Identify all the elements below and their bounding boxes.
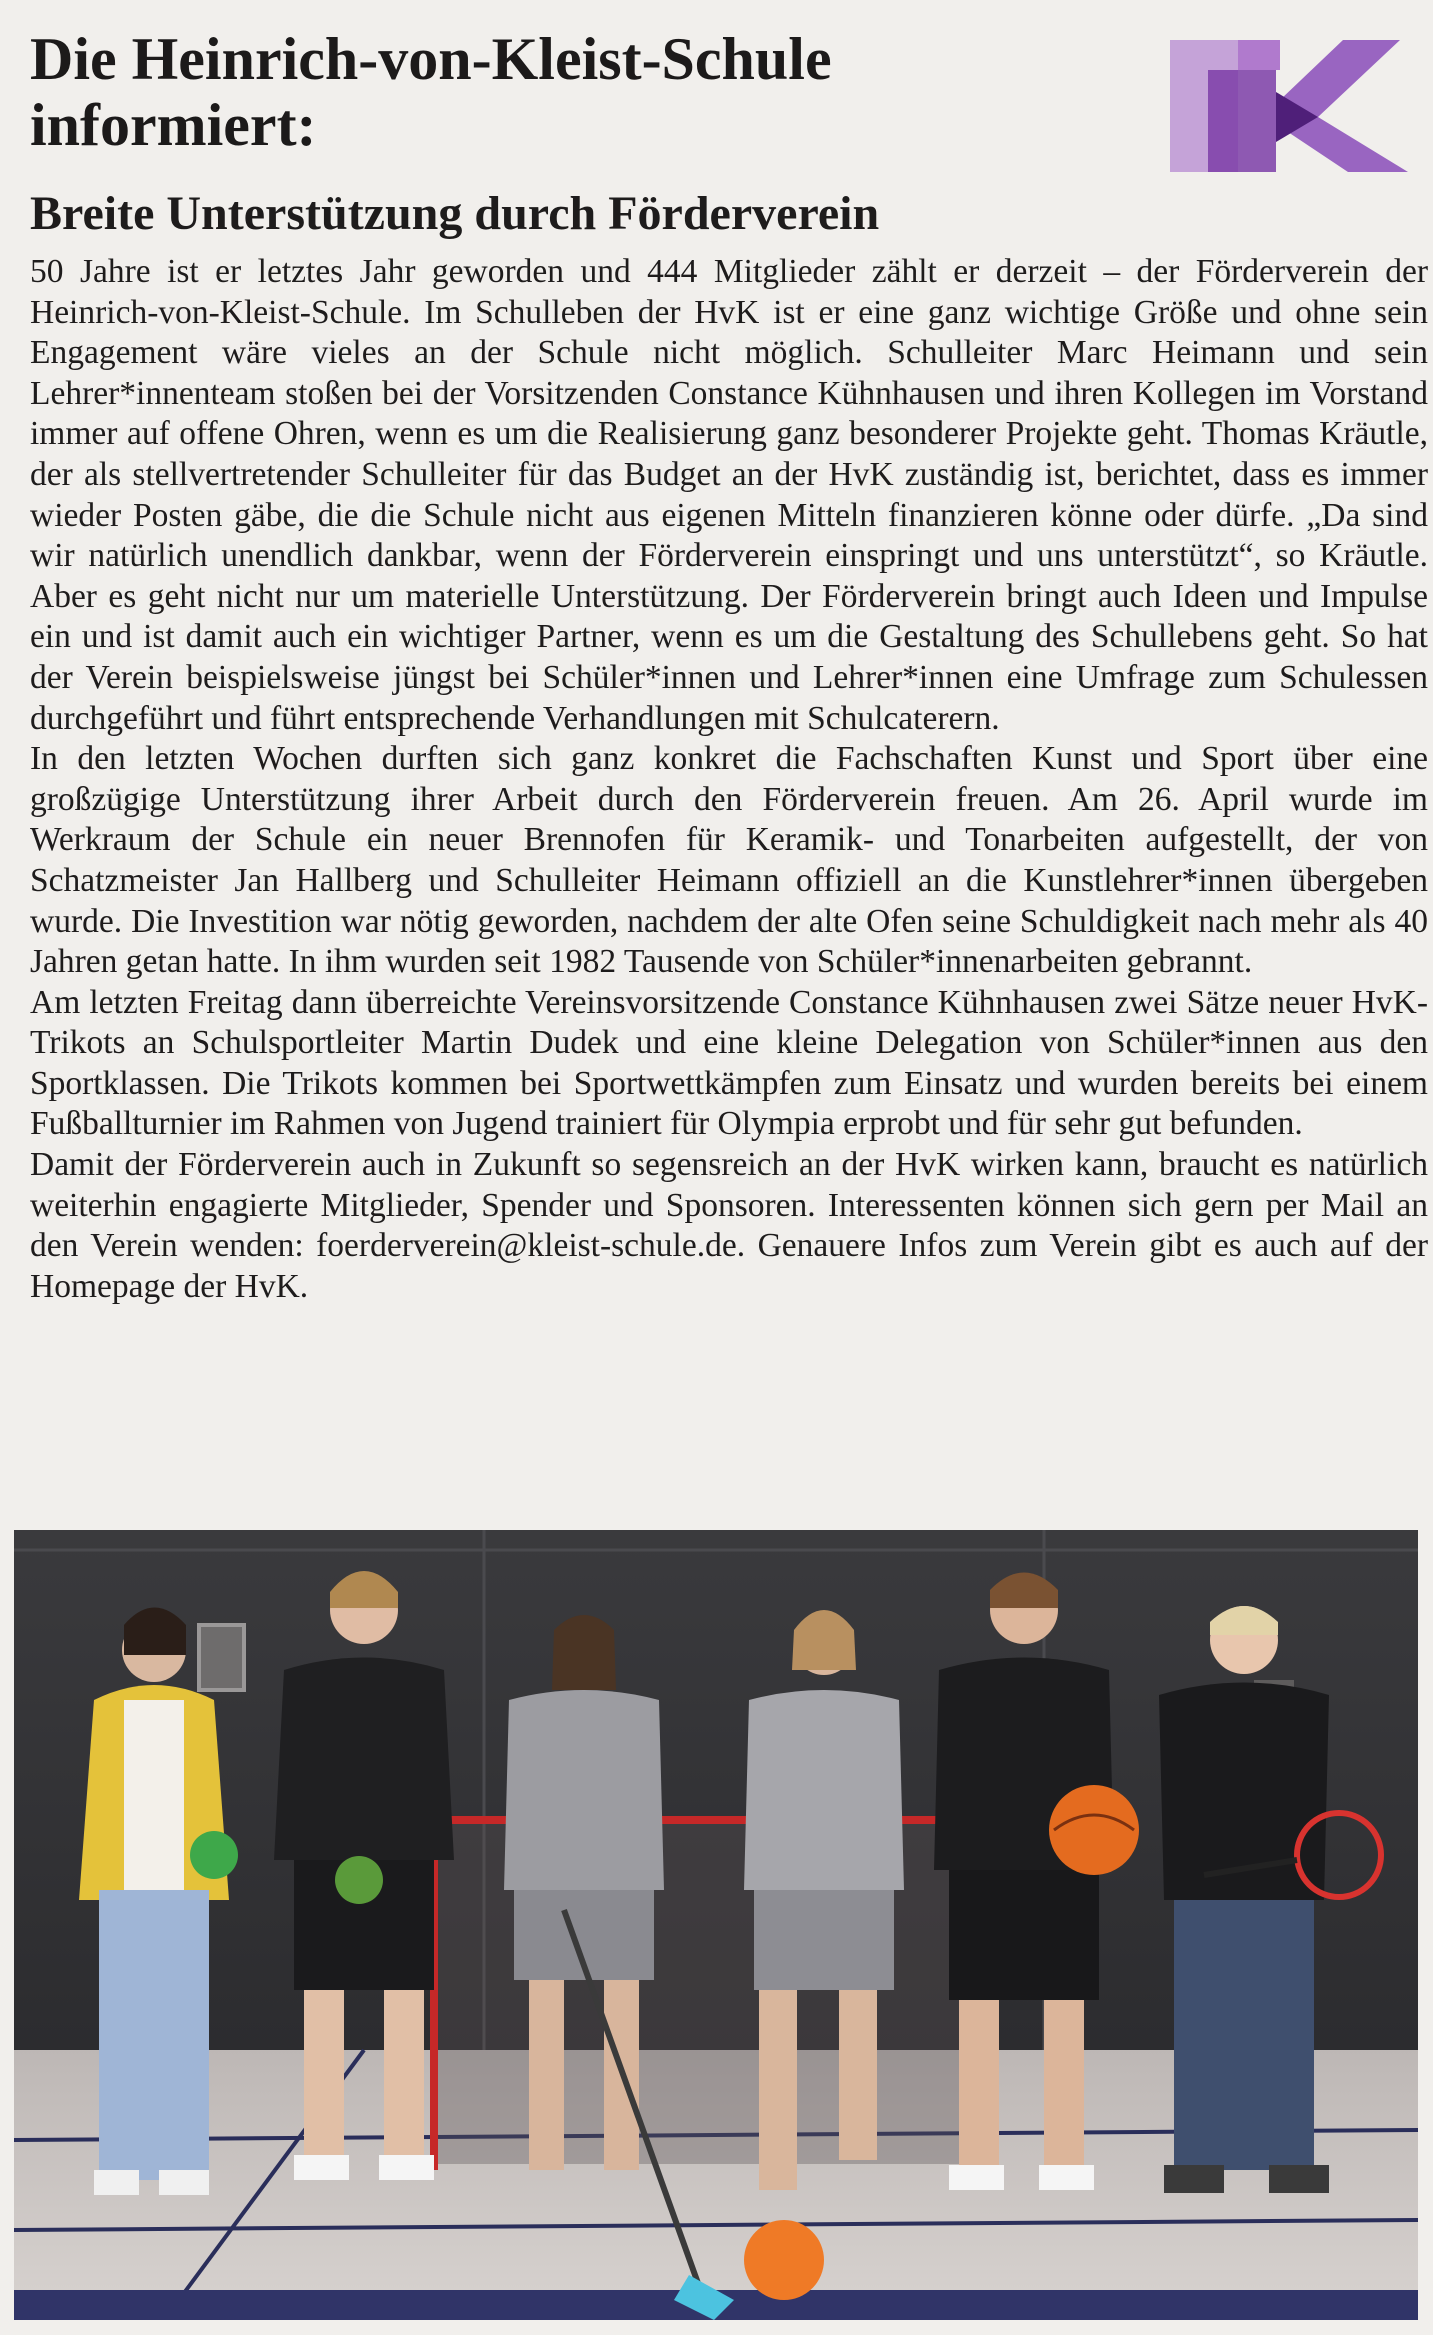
header xyxy=(30,26,1150,158)
title-line-2: informiert: xyxy=(30,92,317,158)
article-body xyxy=(30,252,1428,1307)
article-paragraph-4: Damit der Förderverein auch in Zukunft so segensreich an der HvK wirken kann, braucht es natürlich weiterhin engagierte Mitglieder, Spender und Sponsoren. Interessenten können sich gern per Mail an den Verein wenden: foerderverein@kleist-schule.de. Genauere Infos zum Verein gibt es auch auf der Homepage der HvK. xyxy=(30,1146,1428,1305)
group-photo xyxy=(14,1530,1418,2320)
article-paragraph-3: Am letzten Freitag dann überreichte Vereinsvorsitzende Constance Kühnhausen zwei Sätze neuer HvK-Trikots an Schulsportleiter Martin Dudek und eine kleine Delegation von Schüler*innen aus den Sportklassen. Die Trikots kommen bei Sportwettkämpfen zum Einsatz und wurden bereits bei einem Fußballturnier im Rahmen von Jugend trainiert für Olympia erprobt und für sehr gut befunden. xyxy=(30,983,1428,1143)
article-paragraph-1: 50 Jahre ist er letztes Jahr geworden und 444 Mitglieder zählt er derzeit – der Förderverein der Heinrich-von-Kleist-Schule. Im Schulleben der HvK ist er eine ganz wichtige Größe und ohne sein Engagement wäre vieles an der Schule nicht möglich. Schulleiter Marc Heimann und sein Lehrer*innenteam stoßen bei der Vorsitzenden Constance Kühnhausen und ihren Kollegen im Vorstand immer auf offene Ohren, wenn es um die Realisierung ganz besonderer Projekte geht. Thomas Kräutle, der als stellvertretender Schulleiter für das Budget an der HvK zuständig ist, berichtet, dass es immer wieder Posten gäbe, die die Schule nicht aus eigenen Mitteln finanzieren könne oder dürfe. „Da sind wir natürlich unendlich dankbar, wenn der Förderverein einspringt und uns unterstützt“, so Kräutle. Aber es geht nicht nur um materielle Unterstützung. Der Förderverein bringt auch Ideen und Impulse ein und ist damit auch ein wichtiger Partner, wenn es um die Gestaltung des Schullebens geht. So hat der Verein beispielsweise jüngst bei Schüler*innen und Lehrer*innen eine Umfrage zum Schulessen durchgeführt und führt entsprechende Verhandlungen mit Schulcaterern. xyxy=(30,253,1428,737)
title-line-1: Die Heinrich-von-Kleist-Schule xyxy=(30,26,832,92)
group-photo-icon xyxy=(14,1530,1418,2320)
page-title xyxy=(30,26,1150,158)
article-paragraph-2: In den letzten Wochen durften sich ganz konkret die Fachschaften Kunst und Sport über eine großzügige Unterstützung ihrer Arbeit durch den Förderverein freuen. Am 26. April wurde im Werkraum der Schule ein neuer Brennofen für Keramik- und Tonarbeiten aufgestellt, der von Schatzmeister Jan Hallberg und Schulleiter Heimann offiziell an die Kunstlehrer*innen übergeben wurde. Die Investition war nötig geworden, nachdem der alte Ofen seine Schuldigkeit nach mehr als 40 Jahren getan hatte. In ihm wurden seit 1982 Tausende von Schüler*innenarbeiten gebrannt. xyxy=(30,740,1428,981)
article-subtitle: Breite Unterstützung durch Förderverein xyxy=(30,187,880,240)
hvk-logo-icon xyxy=(1168,32,1418,177)
